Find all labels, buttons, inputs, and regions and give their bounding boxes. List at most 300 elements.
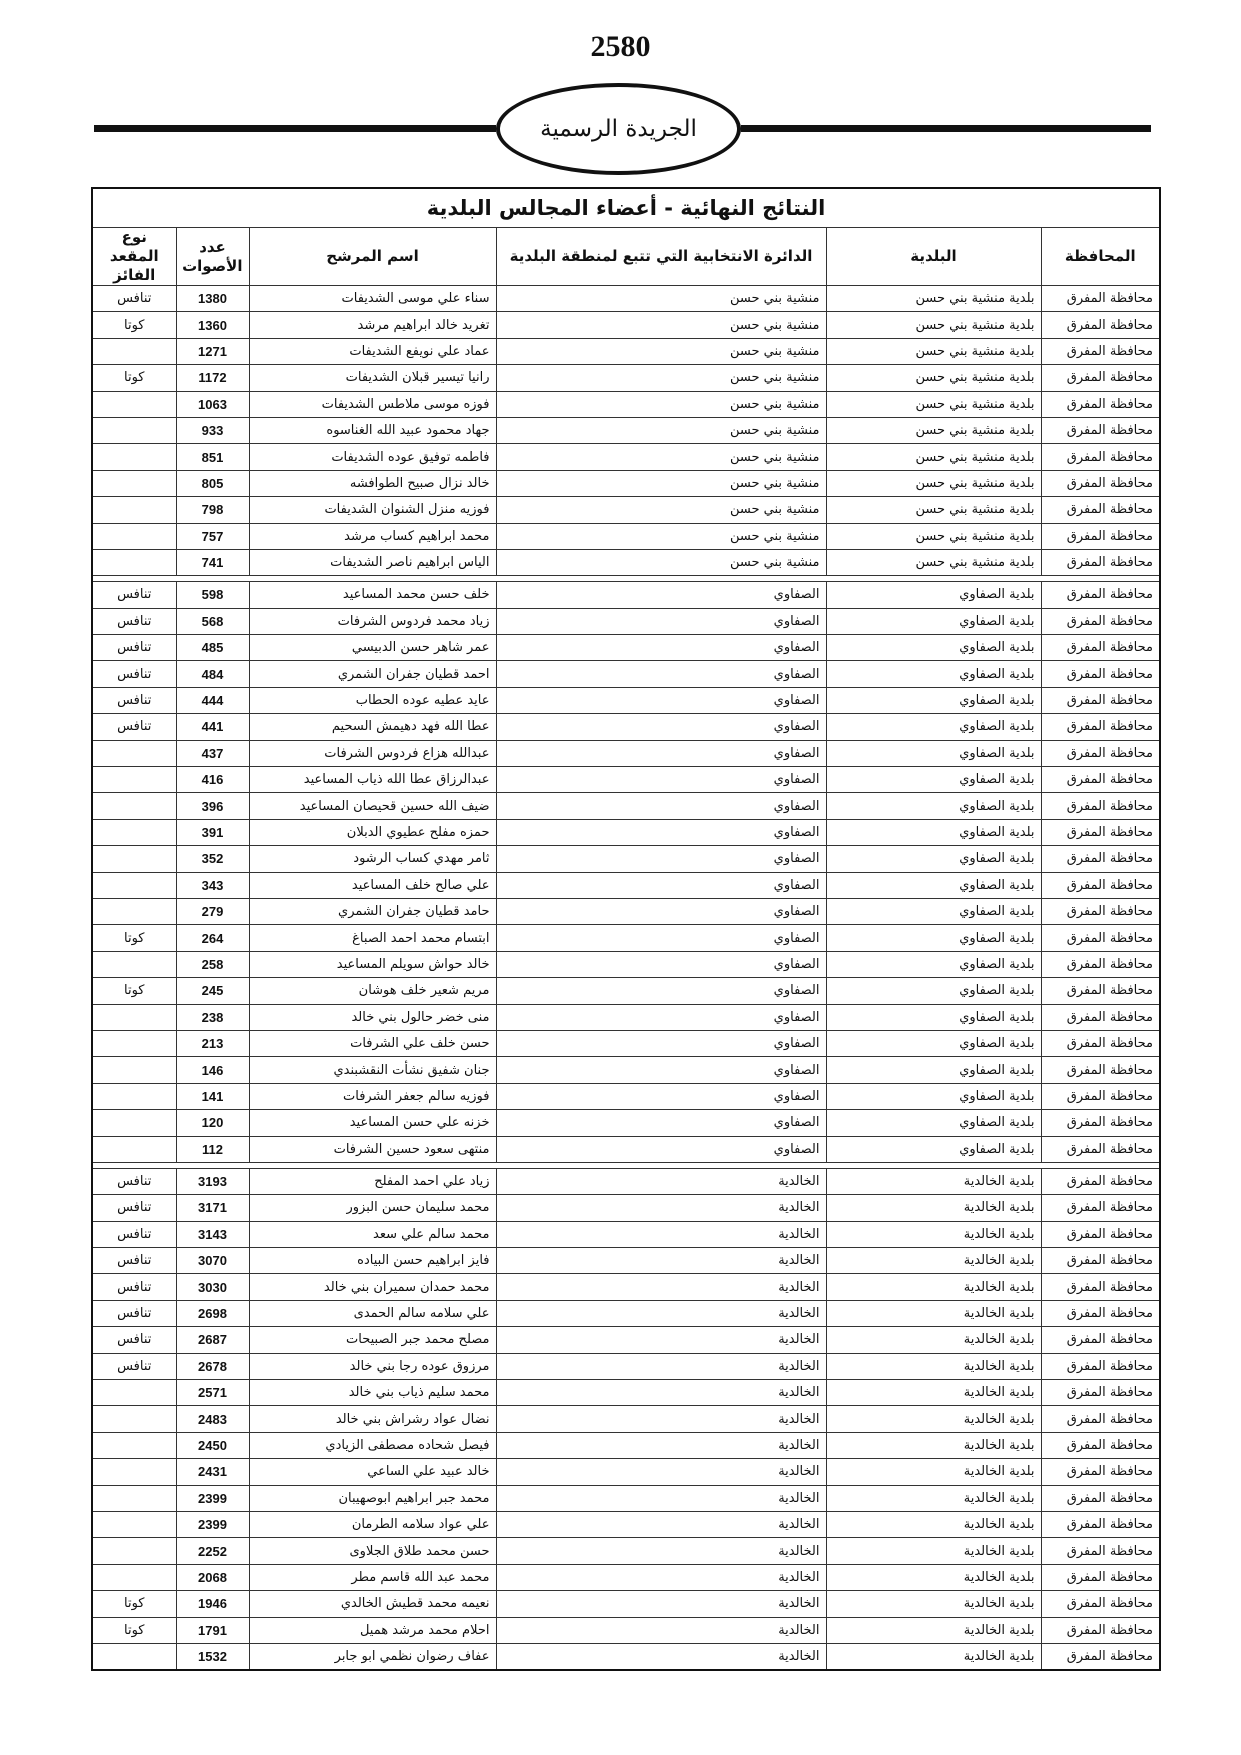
table-row xyxy=(92,1083,1160,1109)
cell-municipality: بلدية الصفاوي xyxy=(826,661,1041,687)
cell-district: الصفاوي xyxy=(496,872,826,898)
cell-seat-type: تنافس xyxy=(92,661,176,687)
table-row xyxy=(92,1511,1160,1537)
table-row xyxy=(92,1538,1160,1564)
cell-municipality: بلدية منشية بني حسن xyxy=(826,444,1041,470)
cell-votes: 146 xyxy=(176,1057,249,1083)
cell-votes: 2483 xyxy=(176,1406,249,1432)
cell-district: الصفاوي xyxy=(496,582,826,608)
cell-candidate-name: مصلح محمد جبر الصبيحات xyxy=(249,1327,496,1353)
cell-candidate-name: محمد جبر ابراهيم ابوصهيبان xyxy=(249,1485,496,1511)
cell-votes: 3193 xyxy=(176,1168,249,1194)
table-row xyxy=(92,846,1160,872)
cell-votes: 2698 xyxy=(176,1300,249,1326)
cell-municipality: بلدية الخالدية xyxy=(826,1221,1041,1247)
cell-candidate-name: عفاف رضوان نظمي ابو جابر xyxy=(249,1643,496,1670)
cell-municipality: بلدية منشية بني حسن xyxy=(826,497,1041,523)
table-row xyxy=(92,523,1160,549)
cell-district: الصفاوي xyxy=(496,793,826,819)
cell-municipality: بلدية الخالدية xyxy=(826,1511,1041,1537)
cell-governorate: محافظة المفرق xyxy=(1041,793,1160,819)
table-row xyxy=(92,1617,1160,1643)
table-row xyxy=(92,714,1160,740)
table-title-row xyxy=(92,188,1160,228)
cell-district: الصفاوي xyxy=(496,898,826,924)
cell-municipality: بلدية الخالدية xyxy=(826,1248,1041,1274)
cell-governorate: محافظة المفرق xyxy=(1041,523,1160,549)
cell-governorate: محافظة المفرق xyxy=(1041,1274,1160,1300)
cell-votes: 3171 xyxy=(176,1195,249,1221)
cell-candidate-name: زياد علي احمد المفلح xyxy=(249,1168,496,1194)
cell-municipality: بلدية الخالدية xyxy=(826,1485,1041,1511)
cell-seat-type xyxy=(92,1432,176,1458)
cell-municipality: بلدية منشية بني حسن xyxy=(826,286,1041,312)
cell-seat-type xyxy=(92,497,176,523)
cell-district: الخالدية xyxy=(496,1195,826,1221)
table-row xyxy=(92,1327,1160,1353)
table-row xyxy=(92,819,1160,845)
cell-governorate: محافظة المفرق xyxy=(1041,1004,1160,1030)
cell-votes: 1360 xyxy=(176,312,249,338)
table-row xyxy=(92,286,1160,312)
cell-seat-type xyxy=(92,872,176,898)
cell-candidate-name: جنان شفيق نشأت النقشبندي xyxy=(249,1057,496,1083)
cell-candidate-name: فايز ابراهيم حسن البياده xyxy=(249,1248,496,1274)
cell-governorate: محافظة المفرق xyxy=(1041,1380,1160,1406)
cell-seat-type xyxy=(92,338,176,364)
cell-votes: 264 xyxy=(176,925,249,951)
table-row xyxy=(92,1168,1160,1194)
cell-seat-type xyxy=(92,1030,176,1056)
cell-candidate-name: نعيمه محمد قطيش الخالدي xyxy=(249,1591,496,1617)
cell-seat-type xyxy=(92,470,176,496)
cell-seat-type: كوتا xyxy=(92,978,176,1004)
cell-municipality: بلدية الخالدية xyxy=(826,1617,1041,1643)
cell-governorate: محافظة المفرق xyxy=(1041,767,1160,793)
table-row xyxy=(92,925,1160,951)
cell-candidate-name: فيصل شحاده مصطفى الزيادي xyxy=(249,1432,496,1458)
cell-votes: 485 xyxy=(176,635,249,661)
cell-candidate-name: محمد سليم ذياب بني خالد xyxy=(249,1380,496,1406)
cell-governorate: محافظة المفرق xyxy=(1041,1327,1160,1353)
cell-votes: 2678 xyxy=(176,1353,249,1379)
cell-candidate-name: خالد حواش سويلم المساعيد xyxy=(249,951,496,977)
cell-municipality: بلدية منشية بني حسن xyxy=(826,417,1041,443)
cell-seat-type: كوتا xyxy=(92,312,176,338)
table-row xyxy=(92,365,1160,391)
cell-candidate-name: حمزه مفلح عطيوي الدبلان xyxy=(249,819,496,845)
cell-seat-type xyxy=(92,1380,176,1406)
table-row xyxy=(92,470,1160,496)
cell-district: الخالدية xyxy=(496,1221,826,1247)
cell-governorate: محافظة المفرق xyxy=(1041,1485,1160,1511)
table-row xyxy=(92,661,1160,687)
cell-seat-type xyxy=(92,1511,176,1537)
table-row xyxy=(92,1459,1160,1485)
cell-district: الخالدية xyxy=(496,1380,826,1406)
cell-municipality: بلدية الخالدية xyxy=(826,1327,1041,1353)
cell-district: الصفاوي xyxy=(496,714,826,740)
cell-candidate-name: رانيا تيسير قبلان الشديفات xyxy=(249,365,496,391)
table-row xyxy=(92,1300,1160,1326)
cell-candidate-name: عايد عطيه عوده الحطاب xyxy=(249,687,496,713)
cell-candidate-name: محمد ابراهيم كساب مرشد xyxy=(249,523,496,549)
cell-candidate-name: محمد سليمان حسن البزور xyxy=(249,1195,496,1221)
cell-votes: 798 xyxy=(176,497,249,523)
table-row xyxy=(92,1057,1160,1083)
cell-candidate-name: ابتسام محمد احمد الصباغ xyxy=(249,925,496,951)
page-number: 2580 xyxy=(590,30,651,63)
cell-votes: 851 xyxy=(176,444,249,470)
cell-governorate: محافظة المفرق xyxy=(1041,1221,1160,1247)
cell-seat-type xyxy=(92,523,176,549)
cell-governorate: محافظة المفرق xyxy=(1041,1300,1160,1326)
cell-seat-type: تنافس xyxy=(92,687,176,713)
table-row xyxy=(92,767,1160,793)
cell-seat-type xyxy=(92,819,176,845)
cell-governorate: محافظة المفرق xyxy=(1041,1538,1160,1564)
cell-votes: 213 xyxy=(176,1030,249,1056)
cell-seat-type xyxy=(92,740,176,766)
cell-district: منشية بني حسن xyxy=(496,497,826,523)
cell-seat-type: تنافس xyxy=(92,1168,176,1194)
cell-governorate: محافظة المفرق xyxy=(1041,1432,1160,1458)
cell-candidate-name: علي عواد سلامه الطرمان xyxy=(249,1511,496,1537)
cell-governorate: محافظة المفرق xyxy=(1041,951,1160,977)
cell-governorate: محافظة المفرق xyxy=(1041,582,1160,608)
cell-municipality: بلدية الصفاوي xyxy=(826,608,1041,634)
cell-seat-type: كوتا xyxy=(92,365,176,391)
cell-municipality: بلدية منشية بني حسن xyxy=(826,391,1041,417)
cell-governorate: محافظة المفرق xyxy=(1041,312,1160,338)
header-rule-right xyxy=(741,125,1151,132)
cell-seat-type xyxy=(92,549,176,575)
cell-governorate: محافظة المفرق xyxy=(1041,338,1160,364)
cell-seat-type xyxy=(92,1136,176,1162)
cell-candidate-name: حامد قطيان جفران الشمري xyxy=(249,898,496,924)
cell-votes: 1380 xyxy=(176,286,249,312)
col-header-votes: عدد الأصوات xyxy=(176,228,249,286)
cell-seat-type: تنافس xyxy=(92,582,176,608)
table-row xyxy=(92,1432,1160,1458)
cell-municipality: بلدية الخالدية xyxy=(826,1564,1041,1590)
cell-governorate: محافظة المفرق xyxy=(1041,1591,1160,1617)
cell-governorate: محافظة المفرق xyxy=(1041,925,1160,951)
cell-candidate-name: سناء علي موسى الشديفات xyxy=(249,286,496,312)
cell-district: الخالدية xyxy=(496,1591,826,1617)
table-row xyxy=(92,872,1160,898)
cell-governorate: محافظة المفرق xyxy=(1041,608,1160,634)
cell-candidate-name: عماد علي نويفع الشديفات xyxy=(249,338,496,364)
cell-governorate: محافظة المفرق xyxy=(1041,1248,1160,1274)
cell-municipality: بلدية الخالدية xyxy=(826,1432,1041,1458)
cell-seat-type xyxy=(92,767,176,793)
cell-municipality: بلدية الخالدية xyxy=(826,1274,1041,1300)
col-header-governorate: المحافظة xyxy=(1041,228,1160,286)
cell-candidate-name: عمر شاهر حسن الدبيسي xyxy=(249,635,496,661)
cell-district: الخالدية xyxy=(496,1459,826,1485)
cell-district: الصفاوي xyxy=(496,1057,826,1083)
cell-seat-type xyxy=(92,1110,176,1136)
cell-seat-type: تنافس xyxy=(92,635,176,661)
cell-votes: 3070 xyxy=(176,1248,249,1274)
cell-seat-type: تنافس xyxy=(92,608,176,634)
table-row xyxy=(92,1136,1160,1162)
cell-seat-type xyxy=(92,1459,176,1485)
cell-seat-type xyxy=(92,1057,176,1083)
cell-seat-type: تنافس xyxy=(92,1300,176,1326)
table-row xyxy=(92,1643,1160,1670)
cell-candidate-name: مرزوق عوده رجا بني خالد xyxy=(249,1353,496,1379)
cell-candidate-name: خزنه علي حسن المساعيد xyxy=(249,1110,496,1136)
cell-district: منشية بني حسن xyxy=(496,470,826,496)
cell-governorate: محافظة المفرق xyxy=(1041,391,1160,417)
col-header-municipality: البلدية xyxy=(826,228,1041,286)
table-row xyxy=(92,793,1160,819)
cell-district: الخالدية xyxy=(496,1248,826,1274)
col-header-name: اسم المرشح xyxy=(249,228,496,286)
cell-municipality: بلدية الصفاوي xyxy=(826,1030,1041,1056)
cell-municipality: بلدية الخالدية xyxy=(826,1643,1041,1670)
table-row xyxy=(92,1591,1160,1617)
cell-governorate: محافظة المفرق xyxy=(1041,1564,1160,1590)
cell-district: الخالدية xyxy=(496,1511,826,1537)
cell-district: الصفاوي xyxy=(496,1110,826,1136)
cell-district: الخالدية xyxy=(496,1564,826,1590)
cell-district: الصفاوي xyxy=(496,687,826,713)
cell-candidate-name: محمد سالم علي سعد xyxy=(249,1221,496,1247)
cell-district: الخالدية xyxy=(496,1353,826,1379)
table-row xyxy=(92,391,1160,417)
cell-candidate-name: عبدالرزاق عطا الله ذياب المساعيد xyxy=(249,767,496,793)
cell-municipality: بلدية الخالدية xyxy=(826,1406,1041,1432)
cell-candidate-name: عبدالله هزاع فردوس الشرفات xyxy=(249,740,496,766)
cell-seat-type xyxy=(92,1564,176,1590)
cell-votes: 258 xyxy=(176,951,249,977)
cell-seat-type xyxy=(92,1004,176,1030)
cell-seat-type xyxy=(92,898,176,924)
cell-governorate: محافظة المفرق xyxy=(1041,1643,1160,1670)
cell-votes: 1946 xyxy=(176,1591,249,1617)
cell-candidate-name: فاطمه توفيق عوده الشديفات xyxy=(249,444,496,470)
cell-district: الصفاوي xyxy=(496,1083,826,1109)
cell-seat-type: تنافس xyxy=(92,1248,176,1274)
table-row xyxy=(92,1274,1160,1300)
cell-district: الصفاوي xyxy=(496,635,826,661)
table-title: النتائج النهائية - أعضاء المجالس البلدية xyxy=(92,188,1160,228)
cell-district: الصفاوي xyxy=(496,925,826,951)
cell-candidate-name: حسن محمد طلاق الجلاوى xyxy=(249,1538,496,1564)
cell-candidate-name: فوزه موسى ملاطس الشديفات xyxy=(249,391,496,417)
cell-seat-type xyxy=(92,1538,176,1564)
cell-candidate-name: خالد نزال صبيح الطوافشه xyxy=(249,470,496,496)
cell-votes: 484 xyxy=(176,661,249,687)
cell-district: منشية بني حسن xyxy=(496,338,826,364)
cell-municipality: بلدية الصفاوي xyxy=(826,1057,1041,1083)
cell-votes: 2068 xyxy=(176,1564,249,1590)
cell-votes: 396 xyxy=(176,793,249,819)
cell-votes: 437 xyxy=(176,740,249,766)
table-row xyxy=(92,312,1160,338)
cell-seat-type xyxy=(92,417,176,443)
table-row xyxy=(92,582,1160,608)
cell-governorate: محافظة المفرق xyxy=(1041,417,1160,443)
cell-governorate: محافظة المفرق xyxy=(1041,286,1160,312)
table-row xyxy=(92,978,1160,1004)
cell-municipality: بلدية الخالدية xyxy=(826,1459,1041,1485)
cell-municipality: بلدية الصفاوي xyxy=(826,978,1041,1004)
cell-municipality: بلدية الصفاوي xyxy=(826,846,1041,872)
cell-seat-type: تنافس xyxy=(92,1221,176,1247)
cell-municipality: بلدية الصفاوي xyxy=(826,1083,1041,1109)
cell-district: الصفاوي xyxy=(496,608,826,634)
cell-candidate-name: منتهى سعود حسين الشرفات xyxy=(249,1136,496,1162)
cell-votes: 2450 xyxy=(176,1432,249,1458)
cell-district: الخالدية xyxy=(496,1432,826,1458)
cell-municipality: بلدية منشية بني حسن xyxy=(826,312,1041,338)
cell-district: منشية بني حسن xyxy=(496,523,826,549)
table-row xyxy=(92,608,1160,634)
cell-district: الصفاوي xyxy=(496,1004,826,1030)
cell-district: الخالدية xyxy=(496,1168,826,1194)
cell-seat-type: كوتا xyxy=(92,925,176,951)
cell-municipality: بلدية الخالدية xyxy=(826,1168,1041,1194)
cell-governorate: محافظة المفرق xyxy=(1041,549,1160,575)
cell-municipality: بلدية الصفاوي xyxy=(826,740,1041,766)
cell-votes: 2399 xyxy=(176,1511,249,1537)
cell-candidate-name: نضال عواد رشراش بني خالد xyxy=(249,1406,496,1432)
cell-votes: 416 xyxy=(176,767,249,793)
cell-seat-type: تنافس xyxy=(92,1327,176,1353)
cell-candidate-name: ضيف الله حسين قحيصان المساعيد xyxy=(249,793,496,819)
cell-candidate-name: زياد محمد فردوس الشرفات xyxy=(249,608,496,634)
cell-municipality: بلدية الصفاوي xyxy=(826,872,1041,898)
table-row xyxy=(92,1353,1160,1379)
cell-district: الصفاوي xyxy=(496,951,826,977)
cell-municipality: بلدية الصفاوي xyxy=(826,582,1041,608)
cell-governorate: محافظة المفرق xyxy=(1041,1136,1160,1162)
cell-district: منشية بني حسن xyxy=(496,286,826,312)
cell-district: الصفاوي xyxy=(496,978,826,1004)
cell-votes: 757 xyxy=(176,523,249,549)
results-table xyxy=(91,187,1161,1671)
table-row xyxy=(92,444,1160,470)
cell-governorate: محافظة المفرق xyxy=(1041,740,1160,766)
cell-governorate: محافظة المفرق xyxy=(1041,1353,1160,1379)
cell-candidate-name: علي صالح خلف المساعيد xyxy=(249,872,496,898)
cell-votes: 2687 xyxy=(176,1327,249,1353)
cell-votes: 112 xyxy=(176,1136,249,1162)
cell-candidate-name: خلف حسن محمد المساعيد xyxy=(249,582,496,608)
cell-district: الخالدية xyxy=(496,1485,826,1511)
cell-votes: 2431 xyxy=(176,1459,249,1485)
gazette-title: الجريدة الرسمية xyxy=(540,116,697,142)
cell-district: الخالدية xyxy=(496,1300,826,1326)
table-row xyxy=(92,898,1160,924)
cell-municipality: بلدية الخالدية xyxy=(826,1380,1041,1406)
cell-governorate: محافظة المفرق xyxy=(1041,978,1160,1004)
cell-seat-type: تنافس xyxy=(92,1353,176,1379)
cell-governorate: محافظة المفرق xyxy=(1041,846,1160,872)
cell-governorate: محافظة المفرق xyxy=(1041,1617,1160,1643)
cell-seat-type xyxy=(92,444,176,470)
cell-municipality: بلدية الصفاوي xyxy=(826,819,1041,845)
cell-seat-type xyxy=(92,1485,176,1511)
cell-candidate-name: تغريد خالد ابراهيم مرشد xyxy=(249,312,496,338)
cell-district: الصفاوي xyxy=(496,819,826,845)
table-row xyxy=(92,1004,1160,1030)
cell-municipality: بلدية الخالدية xyxy=(826,1538,1041,1564)
table-row xyxy=(92,1248,1160,1274)
cell-seat-type: كوتا xyxy=(92,1591,176,1617)
cell-district: منشية بني حسن xyxy=(496,549,826,575)
cell-district: منشية بني حسن xyxy=(496,444,826,470)
cell-seat-type xyxy=(92,1406,176,1432)
cell-district: الصفاوي xyxy=(496,767,826,793)
cell-candidate-name: مريم شعير خلف هوشان xyxy=(249,978,496,1004)
cell-seat-type: كوتا xyxy=(92,1617,176,1643)
cell-seat-type: تنافس xyxy=(92,1274,176,1300)
cell-candidate-name: الياس ابراهيم ناصر الشديفات xyxy=(249,549,496,575)
cell-municipality: بلدية الصفاوي xyxy=(826,793,1041,819)
table-row xyxy=(92,1406,1160,1432)
table-header-row xyxy=(92,228,1160,286)
cell-candidate-name: احمد قطيان جفران الشمري xyxy=(249,661,496,687)
cell-candidate-name: منى خضر حالول بني خالد xyxy=(249,1004,496,1030)
cell-municipality: بلدية الخالدية xyxy=(826,1195,1041,1221)
cell-district: الصفاوي xyxy=(496,1136,826,1162)
cell-governorate: محافظة المفرق xyxy=(1041,1057,1160,1083)
cell-municipality: بلدية الصفاوي xyxy=(826,635,1041,661)
cell-seat-type xyxy=(92,951,176,977)
cell-votes: 3143 xyxy=(176,1221,249,1247)
table-row xyxy=(92,1485,1160,1511)
cell-votes: 1271 xyxy=(176,338,249,364)
cell-municipality: بلدية الصفاوي xyxy=(826,1136,1041,1162)
cell-votes: 805 xyxy=(176,470,249,496)
cell-municipality: بلدية الصفاوي xyxy=(826,925,1041,951)
cell-votes: 568 xyxy=(176,608,249,634)
cell-district: منشية بني حسن xyxy=(496,391,826,417)
cell-votes: 441 xyxy=(176,714,249,740)
cell-votes: 391 xyxy=(176,819,249,845)
cell-votes: 238 xyxy=(176,1004,249,1030)
cell-candidate-name: خالد عبيد علي الساعي xyxy=(249,1459,496,1485)
table-row xyxy=(92,1221,1160,1247)
cell-governorate: محافظة المفرق xyxy=(1041,872,1160,898)
cell-votes: 1791 xyxy=(176,1617,249,1643)
cell-municipality: بلدية منشية بني حسن xyxy=(826,470,1041,496)
cell-district: الخالدية xyxy=(496,1617,826,1643)
table-row xyxy=(92,497,1160,523)
cell-votes: 933 xyxy=(176,417,249,443)
table-row xyxy=(92,951,1160,977)
cell-governorate: محافظة المفرق xyxy=(1041,898,1160,924)
cell-votes: 2571 xyxy=(176,1380,249,1406)
cell-district: الصفاوي xyxy=(496,846,826,872)
cell-governorate: محافظة المفرق xyxy=(1041,1459,1160,1485)
cell-municipality: بلدية منشية بني حسن xyxy=(826,338,1041,364)
cell-votes: 2399 xyxy=(176,1485,249,1511)
cell-municipality: بلدية منشية بني حسن xyxy=(826,549,1041,575)
cell-candidate-name: جهاد محمود عبيد الله الغناسوه xyxy=(249,417,496,443)
table-row xyxy=(92,1030,1160,1056)
cell-candidate-name: عطا الله فهد دهيمش السحيم xyxy=(249,714,496,740)
table-row xyxy=(92,1195,1160,1221)
cell-candidate-name: محمد حمدان سميران بني خالد xyxy=(249,1274,496,1300)
cell-seat-type xyxy=(92,846,176,872)
cell-candidate-name: فوزيه منزل الشنوان الشديفات xyxy=(249,497,496,523)
